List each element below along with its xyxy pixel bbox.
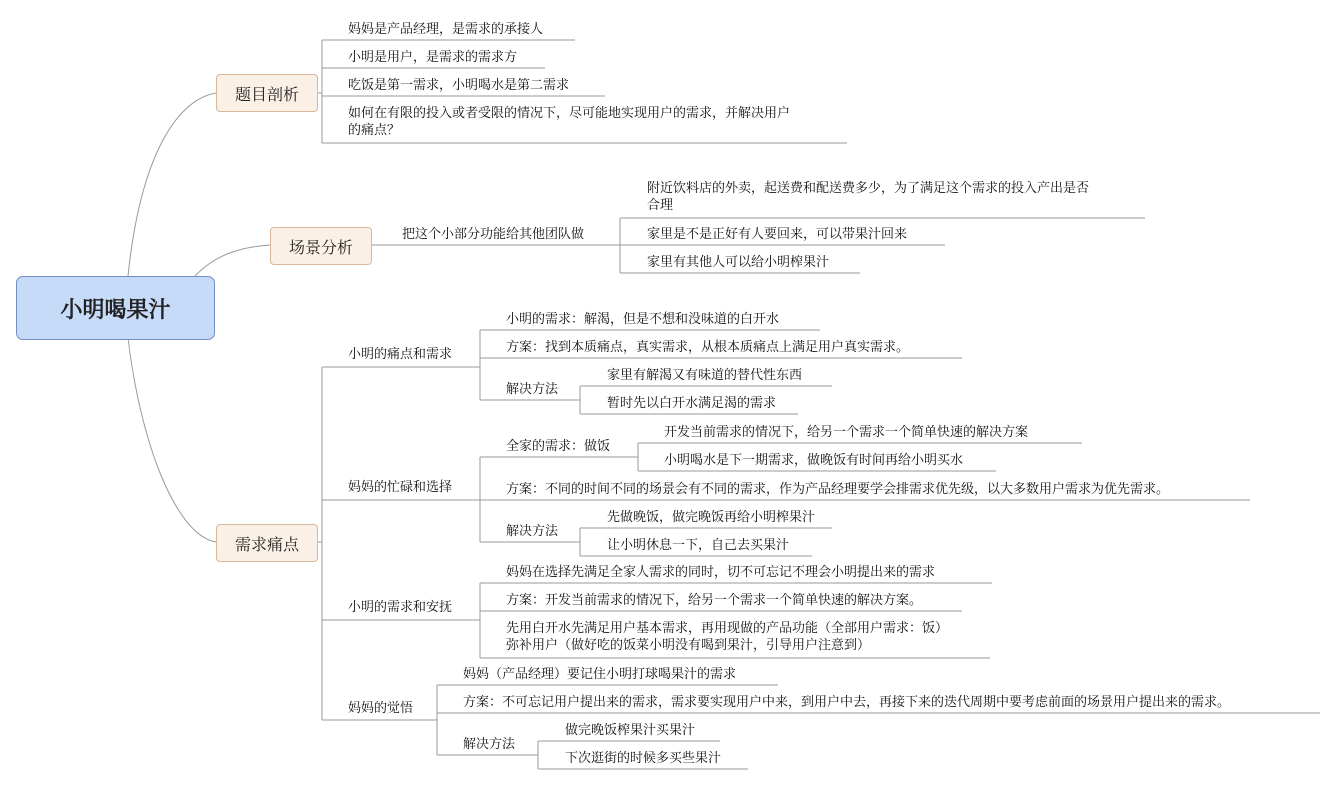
g2-plan[interactable]: 方案：不同的时间不同的场景会有不同的需求，作为产品经理要学会排需求优先级，以大多数用户需求为优先需求。 (506, 482, 1170, 497)
g4-solution[interactable]: 解决方法 (463, 737, 516, 752)
scenario-item-2[interactable]: 家里是不是正好有人要回来，可以带果汁回来 (647, 227, 908, 242)
g4-solution-2[interactable]: 下次逛街的时候多买些果汁 (565, 751, 722, 766)
g2-need[interactable]: 全家的需求：做饭 (506, 439, 611, 454)
g2-need-1[interactable]: 开发当前需求的情况下，给另一个需求一个简单快速的解决方案 (664, 425, 1029, 440)
g4-solution-1[interactable]: 做完晚饭榨果汁买果汁 (565, 723, 696, 738)
g2-solution[interactable]: 解决方法 (506, 524, 559, 539)
g2-solution-1[interactable]: 先做晚饭，做完晚饭再给小明榨果汁 (607, 510, 816, 525)
g3-item-3[interactable]: 先用白开水先满足用户基本需求，再用现做的产品功能（全部用户需求：饭） 弥补用户（做好吃的饭菜小明没有喝到果汁，引导用户注意到） (506, 621, 949, 653)
g4-item-2[interactable]: 方案：不可忘记用户提出来的需求，需求要实现用户中来，到用户中去，再接下来的迭代周期中要考虑前面的场景用户提出来的需求。 (463, 695, 1231, 710)
g2-solution-2[interactable]: 让小明休息一下，自己去买果汁 (607, 538, 790, 553)
pain-group-3[interactable]: 小明的需求和安抚 (348, 600, 453, 615)
analysis-item-3[interactable]: 吃饭是第一需求，小明喝水是第二需求 (348, 78, 570, 93)
analysis-item-4[interactable]: 如何在有限的投入或者受限的情况下，尽可能地实现用户的需求，并解决用户 的痛点？ (348, 106, 791, 138)
g3-item-1[interactable]: 妈妈在选择先满足全家人需求的同时，切不可忘记不理会小明提出来的需求 (506, 565, 936, 580)
analysis-item-1[interactable]: 妈妈是产品经理，是需求的承接人 (348, 22, 544, 37)
branch-analysis[interactable]: 题目剖析 (216, 74, 318, 112)
scenario-item-1[interactable]: 附近饮料店的外卖，起送费和配送费多少，为了满足这个需求的投入产出是否 合理 (647, 181, 1090, 213)
g1-solution[interactable]: 解决方法 (506, 382, 559, 397)
pain-group-1[interactable]: 小明的痛点和需求 (348, 347, 453, 362)
pain-group-4[interactable]: 妈妈的觉悟 (348, 701, 414, 716)
g1-plan[interactable]: 方案：找到本质痛点，真实需求，从根本质痛点上满足用户真实需求。 (506, 340, 910, 355)
branch-scenario[interactable]: 场景分析 (270, 227, 372, 265)
g4-item-1[interactable]: 妈妈（产品经理）要记住小明打球喝果汁的需求 (463, 667, 737, 682)
g1-need[interactable]: 小明的需求：解渴，但是不想和没味道的白开水 (506, 312, 780, 327)
g1-solution-1[interactable]: 家里有解渴又有味道的替代性东西 (607, 368, 803, 383)
analysis-item-2[interactable]: 小明是用户，是需求的需求方 (348, 50, 518, 65)
pain-group-2[interactable]: 妈妈的忙碌和选择 (348, 480, 453, 495)
branch-pain[interactable]: 需求痛点 (216, 524, 318, 562)
scenario-child[interactable]: 把这个小部分功能给其他团队做 (402, 227, 585, 242)
g2-need-2[interactable]: 小明喝水是下一期需求，做晚饭有时间再给小明买水 (664, 453, 964, 468)
g1-solution-2[interactable]: 暂时先以白开水满足渴的需求 (607, 396, 777, 411)
g3-item-2[interactable]: 方案：开发当前需求的情况下，给另一个需求一个简单快速的解决方案。 (506, 593, 923, 608)
central-topic[interactable]: 小明喝果汁 (16, 276, 215, 340)
scenario-item-3[interactable]: 家里有其他人可以给小明榨果汁 (647, 255, 830, 270)
